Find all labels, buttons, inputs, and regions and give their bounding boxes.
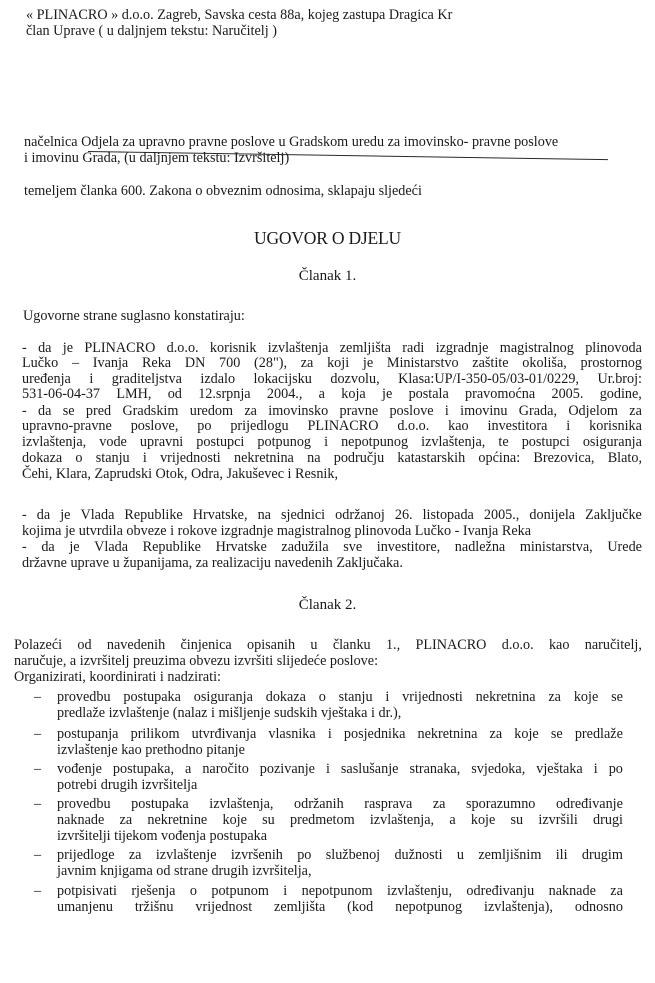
article-1-line: upravno-pravne poslove, po prijedlogu PLINACRO d.o.o. kao investitora i korisnika [22,418,642,434]
executor-party-line-2: i imovinu Grada, (u daljnjem tekstu: Izvršitelj) [24,150,290,166]
article-2-line: naručuje, a izvršitelj preuzima obvezu izvršiti slijedeće poslove: [14,653,379,669]
dash-bullet-icon: – [34,726,42,742]
bullet-item-line: izvlaštenje kao prethodno pitanje [57,742,245,758]
legal-basis-line: temeljem članka 600. Zakona o obveznim odnosima, sklapaju sljedeći [24,183,422,199]
article-1-line: izvlaštenja, vode upravni postupci potpunog i nepotpunog izvlaštenja, te postupci osiguranja [22,434,642,450]
dash-bullet-icon: – [34,883,42,899]
article-1-heading: Članak 1. [298,268,357,284]
article-2-line: Organizirati, koordinirati i nadzirati: [14,669,221,685]
bullet-item-line: umanjenu tržišnu vrijednost zemljišta (kod nepotpunog izvlaštenja), odnosno [57,899,623,915]
article-1-line: kojima je utvrdila obveze i rokove izgradnje magistralnog plinovoda Lučko - Ivanja Reka [22,523,532,539]
article-1-line: 531-06-04-37 LMH, od 12.srpnja 2004., a koja je postala pravomoćna 2005. godine, [22,386,642,402]
bullet-item-line: potpisivati rješenja o potpunom i nepotpunom izvlaštenju, određivanju naknade za [57,883,623,899]
executor-line-1-text: načelnica Odjela za upravno pravne poslove u Gradskom uredu za imovinsko- pravne poslove [24,134,559,150]
bullet-item-line: prijedloge za izvlaštenje izvršenih po službenoj dužnosti u zemljišnim ili drugim [57,847,623,863]
dash-bullet-icon: – [34,689,42,705]
article-2-line: Polazeći od navedenih činjenica opisanih u članku 1., PLINACRO d.o.o. kao naručitelj, [14,637,642,653]
article-1-line: uređenja i graditeljstva izdalo lokacijsku dozvolu, Klasa:UP/I-350-05/03-01/0229, Ur.broj: [22,371,642,387]
article-1-line: - da je Vlada Republike Hrvatske, na sjednici održanoj 26. listopada 2005., donijela Zaključke [22,507,642,523]
article-1-intro: Ugovorne strane suglasno konstatiraju: [23,308,245,324]
bullet-item-line: postupanja prilikom utvrđivanja vlasnika i posjednika nekretnina za koje se predlaže [57,726,623,742]
bullet-item-line: javnim knjigama od strane drugih izvršitelja, [57,863,312,879]
article-1-line: - da se pred Gradskim uredom za imovinsko pravne poslove i imovinu Grada, Odjelom za [22,403,642,419]
dash-bullet-icon: – [34,796,42,812]
bullet-item-line: predlaže izvlaštenje (nalaz i mišljenje sudskih vještaka i dr.), [57,705,402,721]
executor-party-line-1 [24,135,644,151]
article-1-line: državne uprave u županijama, za realizaciju navedenih Zaključaka. [22,555,403,571]
dash-bullet-icon: – [34,761,42,777]
bullet-item-line: provedbu postupaka osiguranja dokaza o stanju i vrijednosti nekretnina za koje se [57,689,623,705]
bullet-item-line: naknade za nekretnine koje su predmetom izvlaštenja, a koje su izvršili drugi [57,812,623,828]
article-2-heading: Članak 2. [298,597,357,613]
article-1-line: - da je PLINACRO d.o.o. korisnik izvlaštenja zemljišta radi izgradnje magistralnog plinovoda [22,340,642,356]
contractor-party-line-2: član Uprave ( u daljnjem tekstu: Naručitelj ) [26,23,277,39]
article-1-line: Lučko – Ivanja Reka DN 700 (28"), za koji je Ministarstvo zaštite okoliša, prostornog [22,355,642,371]
document-title: UGOVOR O DJELU [254,228,401,248]
bullet-item-line: potrebi drugih izvršitelja [57,777,198,793]
dash-bullet-icon: – [34,847,42,863]
bullet-item-line: vođenje postupaka, a naročito pozivanje i saslušanje stranaka, svjedoka, vještaka i po [57,761,623,777]
article-1-line: dokaza o stanju i vrijednosti nekretnina na području katastarskih općina: Brezovica, Blato, [22,450,642,466]
article-1-line: Čehi, Klara, Zaprudski Otok, Odra, Jakuševec i Resnik, [22,466,338,482]
bullet-item-line: izvršitelji tijekom vođenja postupaka [57,828,268,844]
bullet-item-line: provedbu postupaka izvlaštenja, održanih rasprava za sporazumno određivanje [57,796,623,812]
article-1-line: - da je Vlada Republike Hrvatske zadužila sve investitore, nadležna ministarstva, Urede [22,539,642,555]
contractor-party-line-1: « PLINACRO » d.o.o. Zagreb, Savska cesta 88a, kojeg zastupa Dragica Kr [26,7,453,23]
